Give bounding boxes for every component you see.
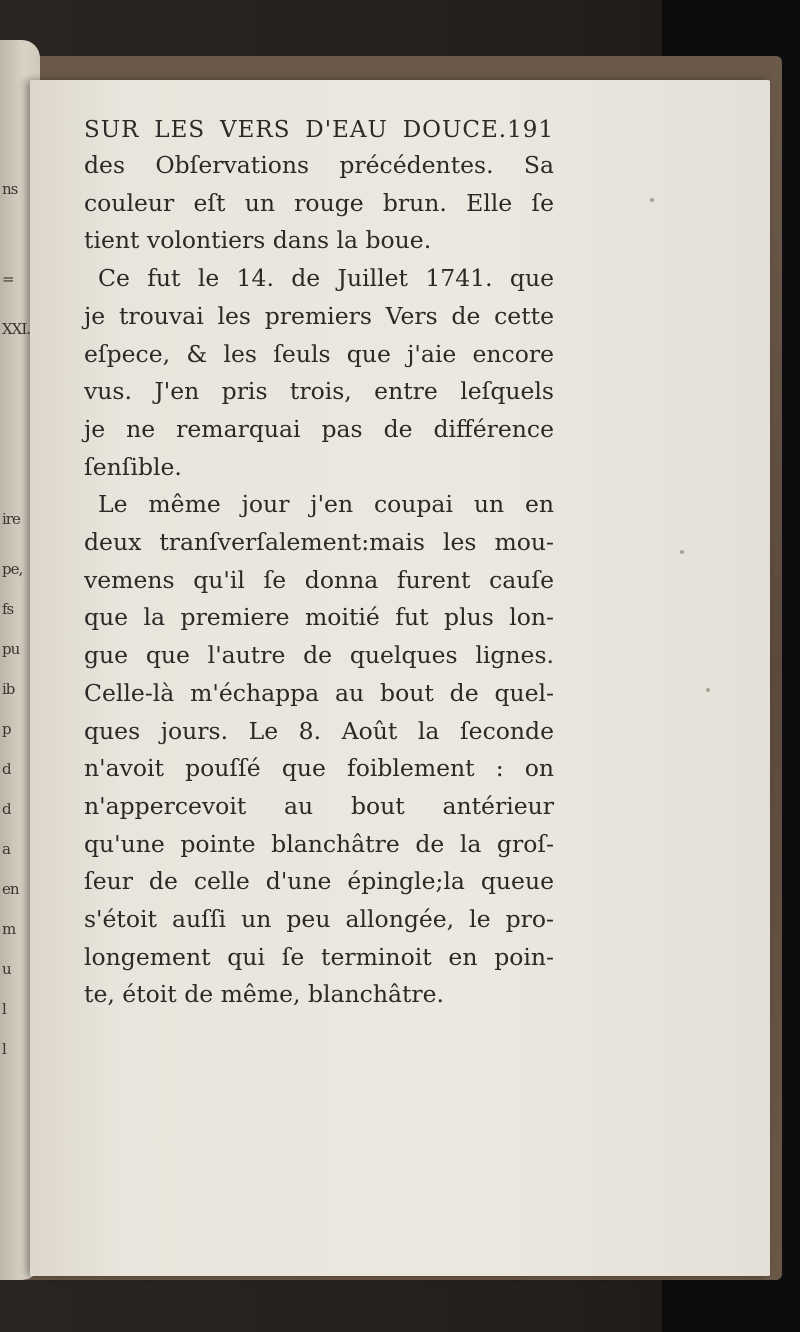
text-line: vemens qu'il ſe donna furent cauſe <box>84 565 554 594</box>
text-line: s'étoit auſſi un peu allongée, le pro- <box>84 905 554 934</box>
text-line: couleur eſt un rouge brun. Elle ſe <box>84 188 554 217</box>
text-line: Le même jour j'en coupai un en <box>98 490 554 519</box>
text-line: des Obſervations précédentes. Sa <box>84 151 554 179</box>
facing-page-edge: ns = XXI. ire pe, fs pu ib p d d a en m u l l <box>0 40 40 1280</box>
text-line: je trouvai les premiers Vers de cette <box>84 301 554 330</box>
page-text <box>84 113 554 1014</box>
text-line: que la premiere moitié fut plus lon- <box>84 603 554 632</box>
text-line: ques jours. Le 8. Août la ſeconde <box>84 716 554 745</box>
text-line: qu'une pointe blanchâtre de la groſ- <box>84 829 554 858</box>
text-line: ſenſible. <box>84 452 182 481</box>
text-line: n'avoit pouſſé que foiblement : on <box>84 754 554 783</box>
text-line: vus. J'en pris trois, entre leſquels <box>84 377 554 406</box>
text-line: ſeur de celle d'une épingle;la queue <box>84 867 554 896</box>
text-line: gue que l'autre de quelques lignes. <box>84 641 554 670</box>
text-line: eſpece, & les ſeuls que j'aie encore <box>84 339 554 368</box>
text-line: tient volontiers dans la boue. <box>84 226 432 255</box>
text-line: deux tranſverſalement:mais les mou- <box>84 528 554 557</box>
running-head: SUR LES VERS D'EAU DOUCE.191 <box>84 117 554 143</box>
text-line: Ce fut le 14. de Juillet 1741. que <box>98 264 554 293</box>
text-line: Celle-là m'échappa au bout de quel- <box>84 678 554 707</box>
text-line: je ne remarquai pas de différence <box>84 414 554 443</box>
text-line: longement qui ſe terminoit en poin- <box>84 942 554 971</box>
text-line: n'appercevoit au bout antérieur <box>84 791 554 820</box>
text-line: te, étoit de même, blanchâtre. <box>84 980 445 1009</box>
